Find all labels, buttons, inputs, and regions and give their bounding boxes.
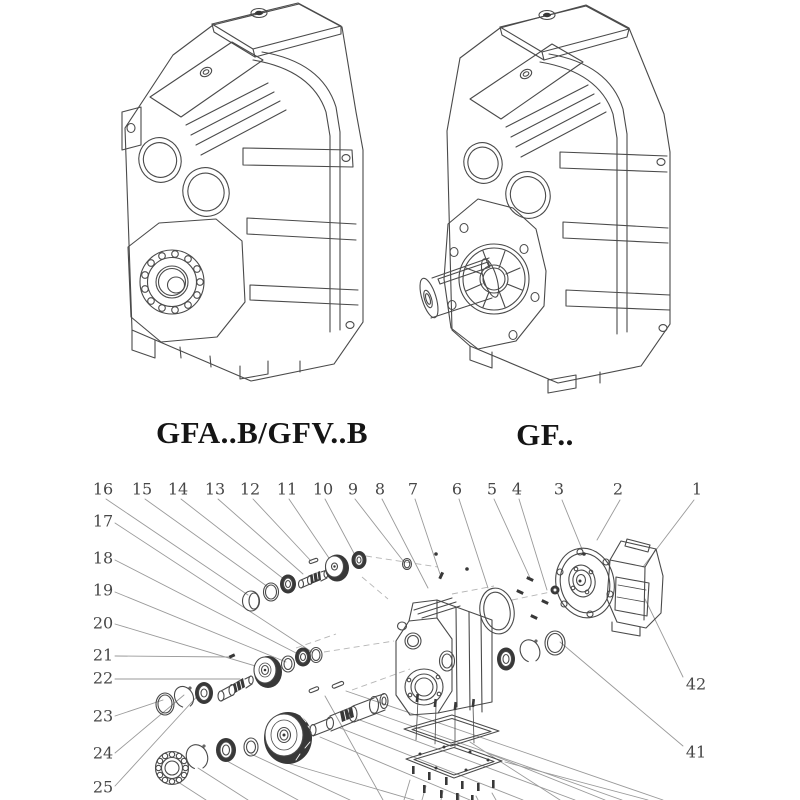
gearbox-drawing-left — [122, 3, 363, 381]
gearbox-drawing-right — [416, 5, 670, 393]
callout-6: 6 — [451, 479, 463, 499]
callout-5: 5 — [486, 479, 498, 499]
callout-22: 22 — [92, 668, 114, 688]
side-ribs-left — [243, 148, 358, 328]
callout-41: 41 — [685, 742, 707, 762]
callout-24: 24 — [92, 743, 114, 763]
callout-12: 12 — [239, 479, 261, 499]
upper-bores-left — [133, 132, 236, 223]
callout-10: 10 — [312, 479, 334, 499]
hollow-shaft-bearing-left — [128, 219, 245, 342]
lifting-lug-right — [470, 44, 583, 119]
exploded-view — [106, 499, 694, 800]
callout-4: 4 — [511, 479, 523, 499]
callout-20: 20 — [92, 613, 114, 633]
callout-11: 11 — [276, 479, 298, 499]
callout-3: 3 — [553, 479, 565, 499]
cover-and-bearings — [476, 585, 565, 670]
callout-17: 17 — [92, 511, 114, 531]
callout-1: 1 — [691, 479, 703, 499]
callout-19: 19 — [92, 580, 114, 600]
callout-23: 23 — [92, 706, 114, 726]
input-shaft-assembly — [243, 551, 469, 611]
intermediate-shaft-assembly — [156, 648, 322, 716]
gear-housing — [396, 598, 492, 715]
callout-15: 15 — [131, 479, 153, 499]
callout-9: 9 — [347, 479, 359, 499]
callout-16: 16 — [92, 479, 114, 499]
top-plate-right — [500, 6, 629, 60]
side-ribs-right — [560, 152, 670, 331]
cutoff-leader-lines — [175, 691, 663, 800]
callout-2: 2 — [612, 479, 624, 499]
callout-42: 42 — [685, 674, 707, 694]
model-label-right: GF.. — [516, 417, 574, 452]
cooling-fins-left — [186, 83, 286, 155]
model-label-left: GFA..B/GFV..B — [155, 415, 369, 450]
callout-7: 7 — [407, 479, 419, 499]
callout-8: 8 — [374, 479, 386, 499]
callout-18: 18 — [92, 548, 114, 568]
callout-25: 25 — [92, 777, 114, 797]
cooling-fins-right — [506, 85, 606, 157]
motor-flange-assembly — [516, 539, 663, 636]
callout-21: 21 — [92, 645, 114, 665]
callout-13: 13 — [204, 479, 226, 499]
callout-14: 14 — [167, 479, 189, 499]
upper-bores-right — [458, 137, 557, 224]
leader-lines — [106, 499, 694, 786]
lifting-lug-left — [150, 42, 263, 117]
top-plate-left — [212, 3, 341, 57]
